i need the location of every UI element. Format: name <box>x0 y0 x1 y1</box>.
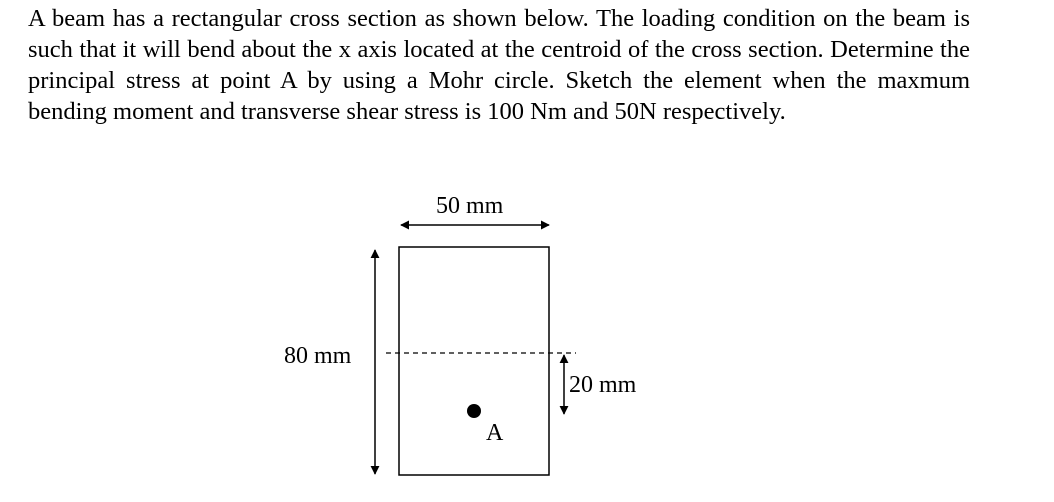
point-a-label: A <box>486 420 504 446</box>
cross-section-rectangle <box>399 247 549 475</box>
problem-statement: A beam has a rectangular cross section as shown below. The loading condition on the beam is such that it will bend about the x axis located at the centroid of the cross section. Determine the principal stress at point A by using a Mohr circle. Sketch the element when the maxmum bending moment and transverse shear stress is 100 Nm and 50N respectively. <box>28 5 970 125</box>
point-a-marker <box>467 404 481 418</box>
offset-dimension-label: 20 mm <box>569 372 637 398</box>
height-dimension-label: 80 mm <box>284 343 352 369</box>
width-dimension-label: 50 mm <box>436 193 504 219</box>
